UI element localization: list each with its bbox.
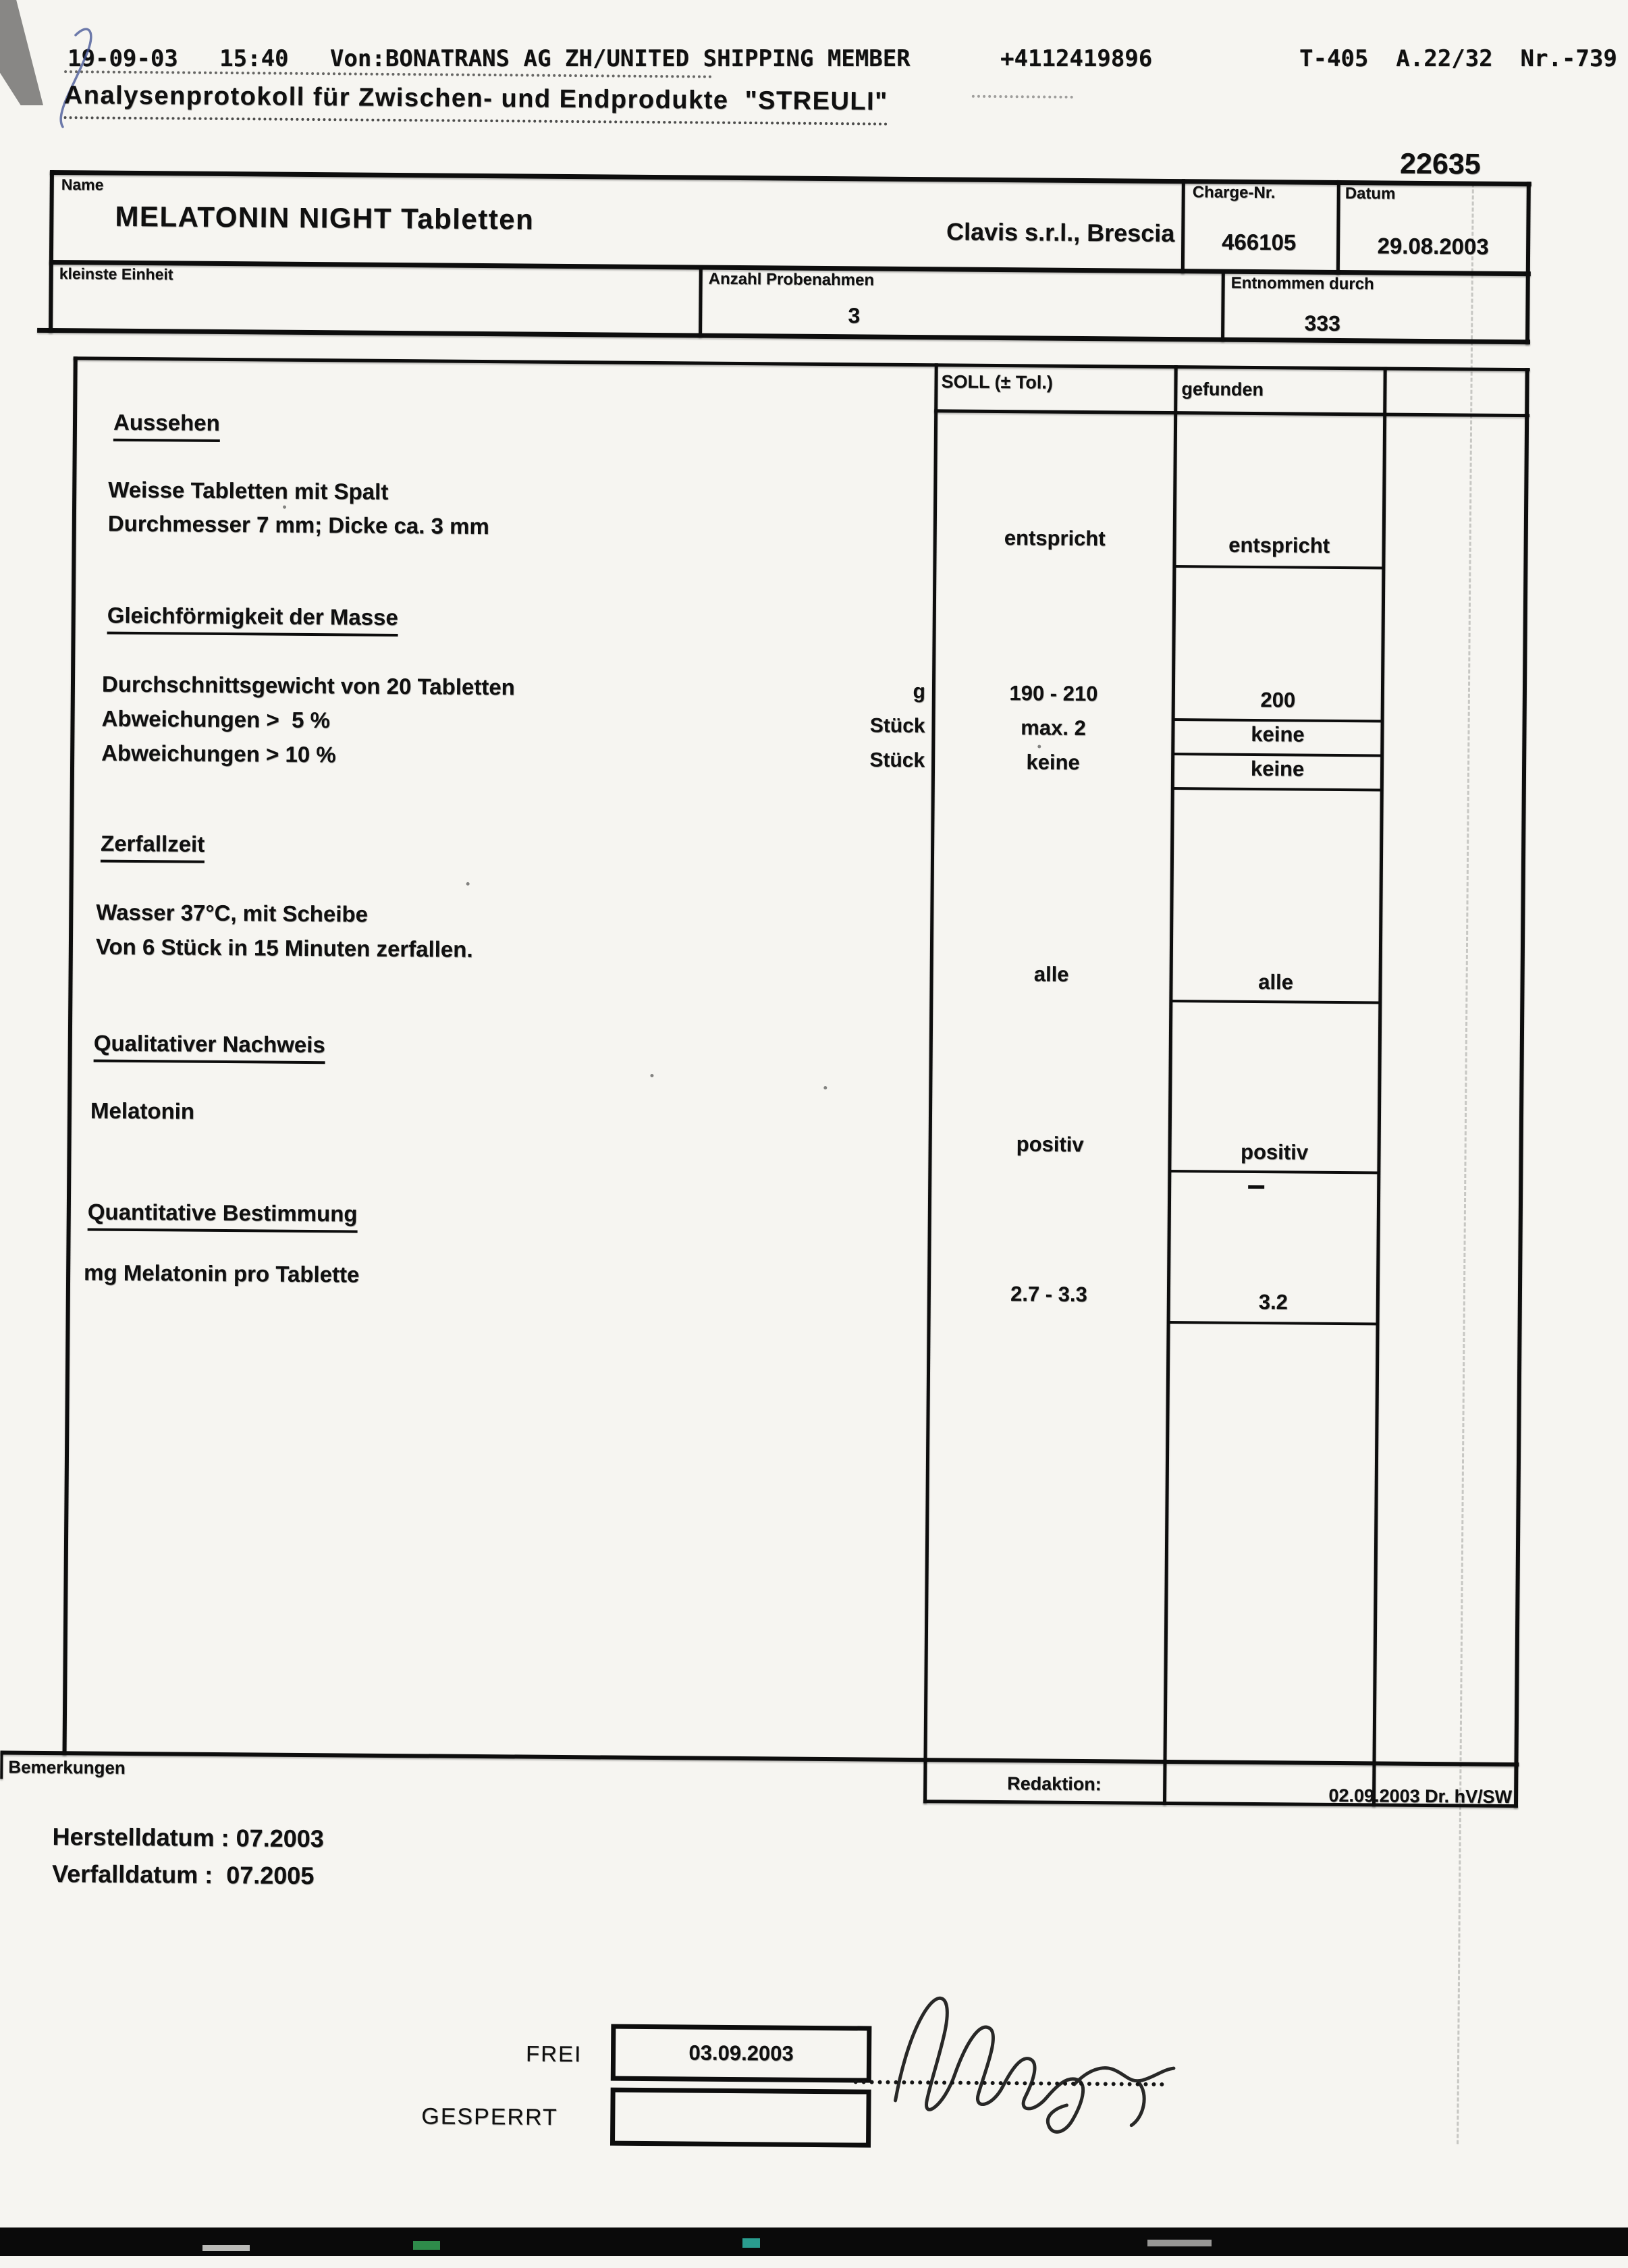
remarks-label: Bemerkungen xyxy=(8,1756,126,1778)
masse-found-1: 200 xyxy=(1260,688,1296,712)
charge-label: Charge-Nr. xyxy=(1192,183,1276,202)
redaction-value: 02.09.2003 Dr. hV/SW xyxy=(1328,1785,1513,1808)
doc-number: 22635 xyxy=(1399,147,1481,181)
date-label: Datum xyxy=(1345,184,1396,203)
aussehen-found: entspricht xyxy=(1228,533,1330,558)
gesperrt-label: GESPERRT xyxy=(421,2103,558,2130)
aussehen-line-2: Durchmesser 7 mm; Dicke ca. 3 mm xyxy=(107,510,489,539)
frei-date-box xyxy=(611,2024,872,2083)
qualitativ-dash-mark xyxy=(1248,1185,1264,1189)
dotted-line-artifact xyxy=(64,70,712,78)
quantitativ-soll: 2.7 - 3.3 xyxy=(1010,1282,1087,1307)
header-table-date-divider xyxy=(1336,180,1340,275)
zerfallzeit-found-underline xyxy=(1170,1000,1380,1004)
quantitativ-found-underline xyxy=(1168,1321,1378,1325)
name-label: Name xyxy=(61,176,104,194)
aussehen-soll: entspricht xyxy=(1004,526,1106,551)
smallest-unit-label: kleinste Einheit xyxy=(59,265,173,284)
scan-speck xyxy=(283,506,286,509)
samples-value: 3 xyxy=(848,303,861,328)
header-table-top-border xyxy=(50,170,1531,186)
expiry-date-line: Verfalldatum : 07.2005 xyxy=(51,1860,315,1890)
quantitativ-found: 3.2 xyxy=(1258,1290,1288,1314)
masse-found-underline-3 xyxy=(1172,787,1382,791)
results-col-divider-3 xyxy=(1372,367,1387,1806)
dotted-line-artifact xyxy=(972,95,1073,99)
column-header-soll: SOLL (± Tol.) xyxy=(941,371,1053,393)
taken-by-label: Entnommen durch xyxy=(1230,273,1374,294)
qualitativ-found: positiv xyxy=(1241,1139,1309,1164)
remarks-row-top-border xyxy=(1,1750,1519,1766)
qualitativ-line-1: Melatonin xyxy=(90,1098,195,1124)
masse-soll-2: max. 2 xyxy=(1021,716,1086,740)
zerfallzeit-line-1: Wasser 37°C, mit Scheibe xyxy=(96,899,369,927)
masse-line-2: Abweichungen > 5 % xyxy=(101,705,331,733)
results-table-right-border xyxy=(1514,368,1529,1808)
strip-gap xyxy=(1147,2240,1212,2246)
section-heading-zerfallzeit: Zerfallzeit xyxy=(101,831,205,863)
masse-soll-3: keine xyxy=(1026,750,1080,774)
fold-line-artifact xyxy=(1457,184,1474,2144)
zerfallzeit-found: alle xyxy=(1258,970,1294,994)
results-col-divider-1 xyxy=(923,363,938,1803)
page-title: Analysenprotokoll für Zwischen- und Endprodukte "STREULI" xyxy=(64,81,888,125)
header-table-right-border xyxy=(1525,182,1531,344)
strip-gap xyxy=(202,2245,250,2251)
product-name: MELATONIN NIGHT Tabletten xyxy=(115,200,535,236)
samples-label: Anzahl Probenahmen xyxy=(708,269,875,290)
masse-found-2: keine xyxy=(1251,722,1305,747)
qualitativ-found-underline xyxy=(1169,1170,1378,1174)
fax-header-page-ref: T-405 A.22/32 Nr.-739 xyxy=(1299,45,1617,72)
masse-unit-2: Stück xyxy=(869,714,925,738)
scan-speck xyxy=(1037,745,1041,748)
taken-by-value: 333 xyxy=(1304,310,1341,335)
gesperrt-date-box xyxy=(610,2088,871,2148)
masse-line-1: Durchschnittsgewicht von 20 Tabletten xyxy=(101,671,515,700)
section-heading-aussehen: Aussehen xyxy=(113,410,220,442)
scan-bottom-strip xyxy=(0,2228,1628,2256)
zerfallzeit-soll: alle xyxy=(1033,962,1069,986)
fax-header-datetime-sender: 19-09-03 15:40 Von:BONATRANS AG ZH/UNITED SHIPPING MEMBER xyxy=(67,45,911,72)
section-heading-gleichfoermigkeit: Gleichförmigkeit der Masse xyxy=(107,603,398,637)
column-header-gefunden: gefunden xyxy=(1181,379,1264,400)
section-heading-qualitativ: Qualitativer Nachweis xyxy=(94,1031,325,1064)
results-header-underline xyxy=(934,409,1529,417)
masse-line-3: Abweichungen > 10 % xyxy=(101,740,336,767)
header-table-left-border xyxy=(49,170,54,333)
qualitativ-soll: positiv xyxy=(1016,1132,1084,1157)
frei-date-value: 03.09.2003 xyxy=(688,2041,794,2066)
masse-soll-1: 190 - 210 xyxy=(1009,681,1098,706)
header-table-charge-divider xyxy=(1181,179,1185,273)
masse-unit-3: Stück xyxy=(869,749,925,772)
signature xyxy=(841,1958,1220,2163)
aussehen-line-1: Weisse Tabletten mit Spalt xyxy=(108,477,389,504)
remarks-left-tick xyxy=(0,1750,3,1779)
manufacture-date-line: Herstelldatum : 07.2003 xyxy=(52,1823,324,1853)
aussehen-found-underline xyxy=(1174,565,1383,569)
strip-speck-teal xyxy=(742,2238,760,2248)
results-table-top-border xyxy=(74,356,1530,371)
strip-speck-green xyxy=(413,2241,440,2250)
results-col-divider-2 xyxy=(1163,365,1178,1805)
scan-speck xyxy=(823,1086,827,1089)
date-value: 29.08.2003 xyxy=(1377,233,1489,259)
frei-label: FREI xyxy=(525,2041,582,2067)
scan-speck xyxy=(650,1074,653,1077)
redaction-label: Redaktion: xyxy=(1007,1773,1102,1795)
quantitativ-line-1: mg Melatonin pro Tablette xyxy=(83,1260,360,1287)
client-name: Clavis s.r.l., Brescia xyxy=(946,217,1175,248)
fax-header-phone: +4112419896 xyxy=(1000,45,1153,72)
charge-value: 466105 xyxy=(1221,229,1297,255)
section-heading-quantitativ: Quantitative Bestimmung xyxy=(88,1199,358,1233)
scan-speck xyxy=(466,882,470,886)
results-table-left-border xyxy=(63,356,78,1755)
masse-found-3: keine xyxy=(1250,756,1305,781)
zerfallzeit-line-2: Von 6 Stück in 15 Minuten zerfallen. xyxy=(95,934,473,962)
masse-unit-1: g xyxy=(913,680,926,703)
